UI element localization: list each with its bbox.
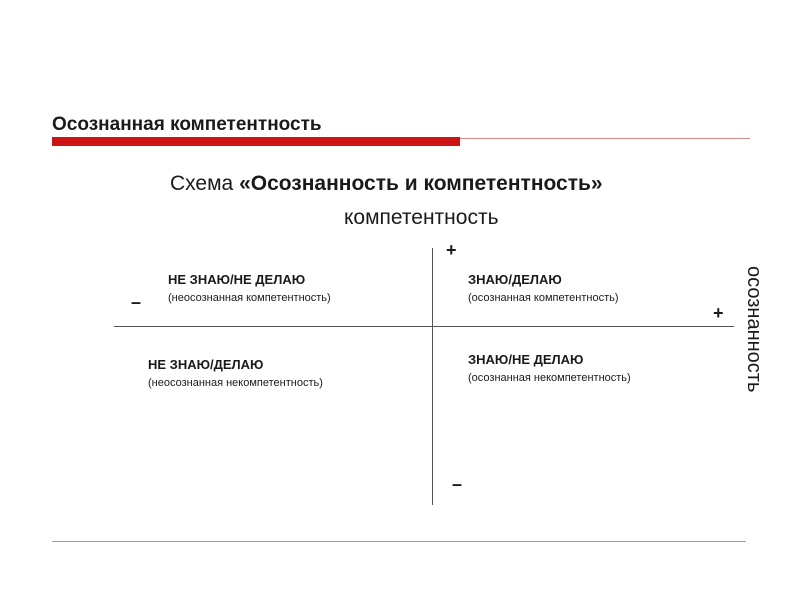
vertical-axis-label: компетентность [344,206,499,229]
bottom-minus-sign: – [452,474,463,494]
title-underline-line [460,138,750,139]
quadrant-title: НЕ ЗНАЮ/НЕ ДЕЛАЮ [168,272,306,287]
quadrant-bottom-left [148,357,323,389]
quadrant-title: НЕ ЗНАЮ/ДЕЛАЮ [148,357,264,372]
quadrant-title: ЗНАЮ/ДЕЛАЮ [468,272,562,287]
horizontal-axis-label: осознанность [743,266,765,393]
left-minus-sign: – [131,292,142,312]
quadrant-subtitle: (неосознанная компетентность) [168,292,331,304]
top-plus-sign: + [446,240,457,260]
footer-divider [52,541,746,542]
quadrant-title: ЗНАЮ/НЕ ДЕЛАЮ [468,352,584,367]
scheme-heading [170,172,603,196]
quadrant-top-left [168,272,331,304]
slide-title: Осознанная компетентность [52,114,322,135]
vertical-axis [432,248,433,505]
quadrant-subtitle: (неосознанная некомпетентность) [148,377,323,389]
quadrant-subtitle: (осознанная некомпетентность) [468,372,631,384]
quadrant-bottom-right [468,352,631,384]
quadrant-top-right [468,272,619,304]
right-plus-sign: + [713,303,724,323]
title-underline-bar [52,137,460,146]
scheme-prefix: Схема [170,172,240,195]
horizontal-axis [114,326,734,327]
scheme-name: «Осознанность и компетентность» [239,172,603,195]
quadrant-subtitle: (осознанная компетентность) [468,292,619,304]
